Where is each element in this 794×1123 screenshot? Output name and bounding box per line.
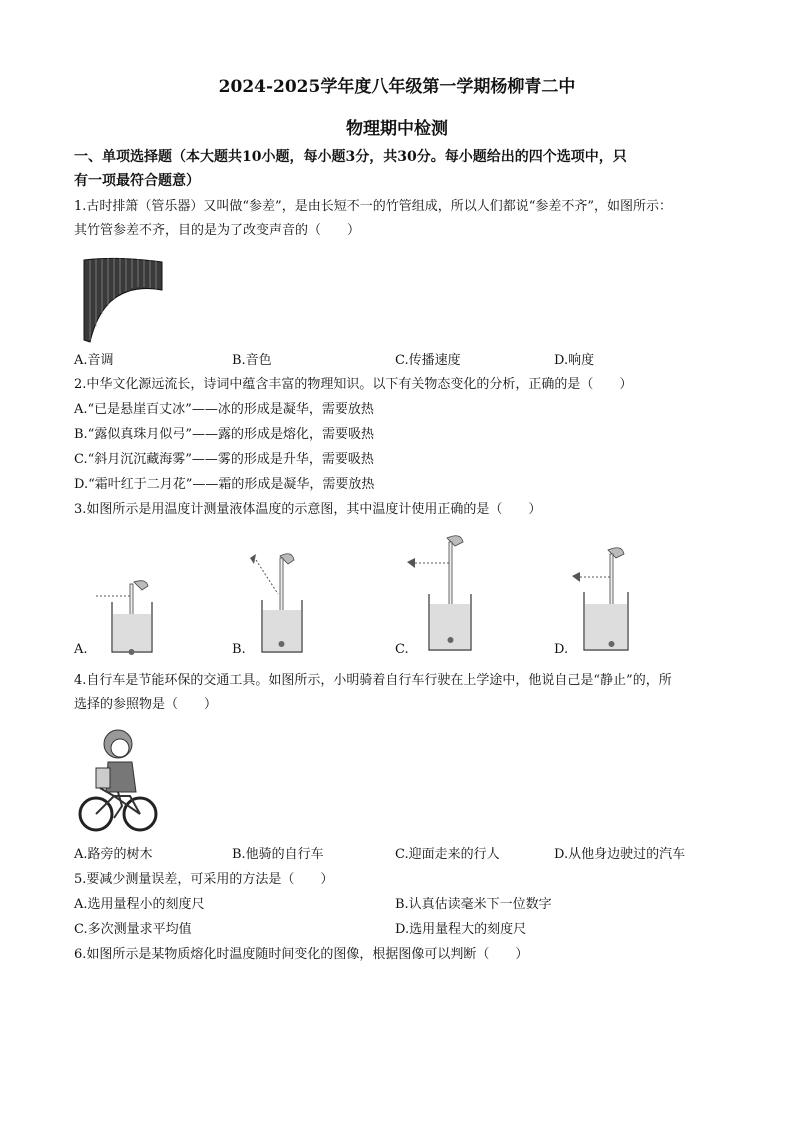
exam-title: 2024-2025学年度八年级第一学期杨柳青二中 — [218, 77, 576, 97]
q4-option-b: B.他骑的自行车 — [232, 847, 324, 862]
q3-label-b: B. — [232, 642, 246, 657]
q1-option-b: B.音色 — [232, 353, 272, 368]
q1-option-d: D.响度 — [554, 353, 595, 368]
cyclist-figure — [78, 726, 158, 834]
q4-option-d: D.从他身边驶过的汽车 — [554, 847, 686, 862]
beaker-figure-c — [405, 532, 485, 658]
q1-stem-cont: 其竹管参差不齐，目的是为了改变声音的（ ） — [74, 223, 361, 238]
q1-option-c: C.传播速度 — [395, 353, 461, 368]
q1-stem: 1.古时排箫（管乐器）又叫做“参差”，是由长短不一的竹管组成，所以人们都说“参差不齐”，如图所示： — [74, 199, 672, 214]
q5-stem: 5.要减少测量误差，可采用的方法是（ ） — [74, 872, 334, 887]
q5-option-c: C.多次测量求平均值 — [74, 922, 192, 937]
q3-label-d: D. — [554, 642, 569, 657]
beaker-figure-a — [90, 560, 160, 658]
q4-stem-cont: 选择的参照物是（ ） — [74, 697, 218, 712]
q1-option-a: A.音调 — [74, 353, 114, 368]
q2-stem: 2.中华文化源远流长，诗词中蕴含丰富的物理知识。以下有关物态变化的分析，正确的是（ ） — [74, 377, 633, 392]
q3-stem: 3.如图所示是用温度计测量液体温度的示意图，其中温度计使用正确的是（ ） — [74, 502, 542, 517]
q6-stem: 6.如图所示是某物质熔化时温度随时间变化的图像，根据图像可以判断（ ） — [74, 947, 529, 962]
q5-option-a: A.选用量程小的刻度尺 — [74, 897, 205, 912]
q3-label-c: C. — [395, 642, 409, 657]
exam-subtitle: 物理期中检测 — [346, 119, 448, 139]
q4-option-a: A.路旁的树木 — [74, 847, 153, 862]
q2-option-d: D.“霜叶红于二月花”——霜的形成是凝华，需要放热 — [74, 477, 375, 492]
q2-option-a: A.“已是悬崖百丈冰”——冰的形成是凝华，需要放热 — [74, 402, 374, 417]
section-heading: 一、单项选择题（本大题共10小题，每小题3分，共30分。每小题给出的四个选项中，只 — [74, 149, 627, 165]
q5-option-d: D.选用量程大的刻度尺 — [395, 922, 527, 937]
q4-stem: 4.自行车是节能环保的交通工具。如图所示，小明骑着自行车行驶在上学途中，他说自己是“静止”的，所 — [74, 673, 672, 688]
panpipe-figure — [80, 254, 164, 346]
q3-label-a: A. — [74, 642, 88, 657]
beaker-figure-d — [568, 544, 648, 658]
beaker-figure-b — [244, 548, 314, 658]
q5-option-b: B.认真估读毫米下一位数字 — [395, 897, 552, 912]
section-heading-cont: 有一项最符合题意） — [74, 173, 200, 189]
q2-option-b: B.“露似真珠月似弓”——露的形成是熔化，需要吸热 — [74, 427, 374, 442]
q4-option-c: C.迎面走来的行人 — [395, 847, 500, 862]
q2-option-c: C.“斜月沉沉藏海雾”——雾的形成是升华，需要吸热 — [74, 452, 374, 467]
